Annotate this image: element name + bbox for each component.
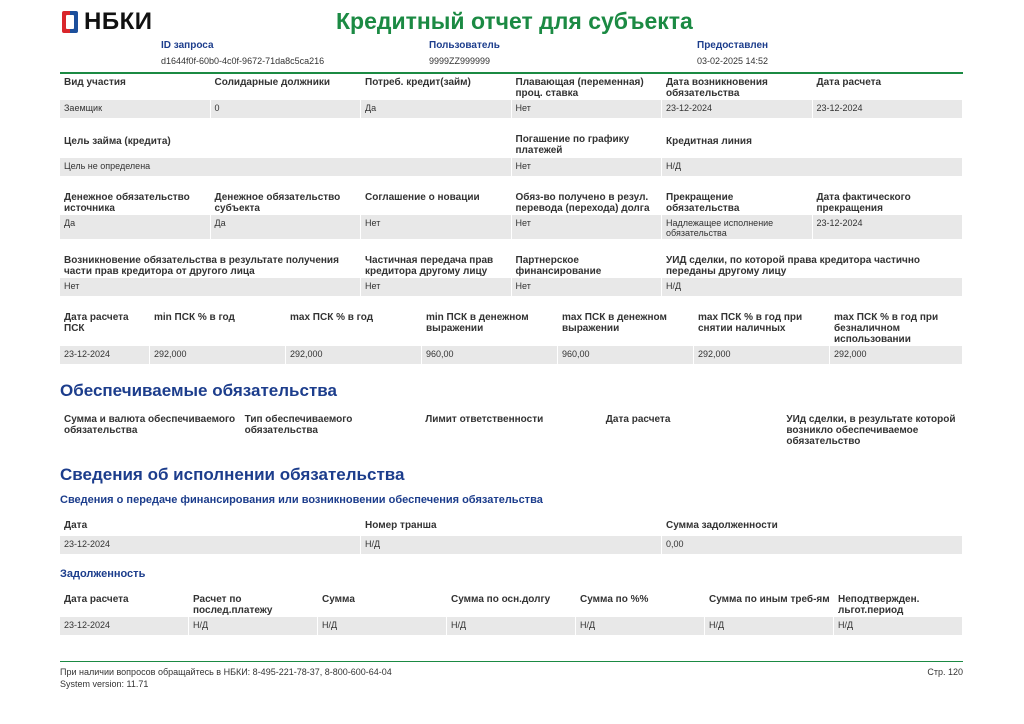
- table-header: max ПСК % в год: [290, 312, 374, 323]
- table-cell: Надлежащее исполнение обязательства: [662, 215, 813, 239]
- table-header: Дата: [64, 520, 88, 531]
- table-header: min ПСК в денежном выражении: [426, 312, 529, 334]
- rights-transfer-table: [60, 255, 963, 296]
- nbki-logo-icon: [62, 11, 78, 33]
- table-header: Потреб. кредит(займ): [365, 77, 471, 88]
- table-cell: 23-12-2024: [60, 346, 150, 364]
- table-header: УИд сделки, в результате которой возникло обеспечиваемое обязательство: [786, 414, 956, 447]
- table-header: Соглашение о новации: [365, 192, 480, 203]
- table-header: Неподтвержден. льгот.период: [838, 594, 920, 616]
- table-header: Дата расчета: [816, 77, 882, 88]
- table-cell: 23-12-2024: [813, 215, 964, 239]
- table-header: Частичная передача прав кредитора другому лицу: [365, 255, 494, 277]
- table-cell: Цель не определена: [60, 158, 512, 176]
- nbki-logo: [62, 10, 152, 34]
- table-header: Тип обеспечиваемого обязательства: [244, 414, 353, 436]
- table-cell: Нет: [512, 100, 663, 118]
- meta-value: d1644f0f-60b0-4c0f-9672-71da8c5ca216: [161, 56, 325, 66]
- table-cell: Н/Д: [576, 617, 705, 635]
- footer-contact: При наличии вопросов обращайтесь в НБКИ: 8-495-221-78-37, 8-800-600-64-04: [60, 667, 392, 677]
- table-cell: 23-12-2024: [60, 617, 189, 635]
- table-header: УИД сделки, по которой права кредитора частично переданы другому лицу: [666, 255, 921, 277]
- table-header: Дата фактического прекращения: [816, 192, 911, 214]
- table-cell: Нет: [361, 215, 512, 239]
- footer-divider: [60, 661, 963, 662]
- report-title: Кредитный отчет для субъекта: [336, 8, 693, 34]
- table-header: max ПСК % в год при снятии наличных: [698, 312, 803, 334]
- obligation-table: [60, 192, 963, 239]
- secured-obligations-table: [60, 414, 963, 450]
- meta-value: 03-02-2025 14:52: [697, 56, 769, 66]
- financing-table: [60, 520, 963, 554]
- meta-request-id: [161, 40, 324, 66]
- table-cell: Нет: [60, 278, 361, 296]
- logo-text: НБКИ: [84, 8, 153, 35]
- table-header: min ПСК % в год: [154, 312, 235, 323]
- table-cell: Нет: [512, 278, 663, 296]
- table-cell: Да: [361, 100, 512, 118]
- table-header: Погашение по графику платежей: [515, 134, 630, 156]
- table-header: max ПСК % в год при безналичном использовании: [834, 312, 939, 345]
- header-divider: [60, 72, 963, 74]
- meta-label: Пользователь: [429, 40, 500, 51]
- table-cell: 0,00: [662, 536, 963, 554]
- table-header: Солидарные должники: [214, 77, 331, 88]
- table-header: Дата расчета: [605, 414, 671, 425]
- table-header: Сумма по %%: [580, 594, 649, 605]
- table-cell: Н/Д: [834, 617, 963, 635]
- table-cell: 960,00: [422, 346, 558, 364]
- table-header: Дата расчета: [64, 594, 129, 605]
- meta-value: 9999ZZ999999: [429, 56, 491, 66]
- secured-obligations-title: Обеспечиваемые обязательства: [60, 381, 337, 400]
- table-header: Обяз-во получено в резул. перевода (перехода) долга: [515, 192, 650, 214]
- table-header: Денежное обязательство источника: [64, 192, 190, 214]
- table-cell: 23-12-2024: [60, 536, 361, 554]
- table-header: Номер транша: [365, 520, 437, 531]
- loan-purpose-table: [60, 134, 963, 176]
- table-cell: Н/Д: [189, 617, 318, 635]
- debt-subtitle: Задолженность: [60, 568, 146, 580]
- table-cell: Н/Д: [662, 158, 963, 176]
- table-header: Лимит ответственности: [425, 414, 544, 425]
- execution-info-title: Сведения об исполнении обязательства: [60, 465, 405, 484]
- table-header: Сумма и валюта обеспечиваемого обязательства: [64, 414, 236, 436]
- table-header: Дата расчета ПСК: [64, 312, 129, 334]
- table-cell: Да: [60, 215, 211, 239]
- table-header: Партнерское финансирование: [515, 255, 602, 277]
- table-cell: 292,000: [830, 346, 963, 364]
- table-cell: Нет: [361, 278, 512, 296]
- table-header: Денежное обязательство субъекта: [214, 192, 341, 214]
- table-header: max ПСК в денежном выражении: [562, 312, 667, 334]
- table-header: Возникновение обязательства в результате получения части прав кредитора от другого лица: [64, 255, 339, 277]
- table-cell: Н/Д: [447, 617, 576, 635]
- table-header: Дата возникновения обязательства: [666, 77, 768, 99]
- table-cell: 23-12-2024: [662, 100, 813, 118]
- table-cell: 23-12-2024: [813, 100, 964, 118]
- meta-label: Предоставлен: [697, 40, 769, 51]
- table-header: Вид участия: [64, 77, 126, 88]
- footer-version: System version: 11.71: [60, 679, 149, 689]
- page-number: Стр. 120: [927, 667, 963, 677]
- participation-table: [60, 77, 963, 118]
- meta-provided: [697, 40, 768, 66]
- table-cell: 0: [211, 100, 362, 118]
- debt-table: [60, 594, 963, 635]
- table-header: Сумма по иным треб-ям: [709, 594, 830, 605]
- table-cell: Нет: [512, 158, 663, 176]
- financing-subtitle: Сведения о передаче финансирования или возникновении обеспечения обязательства: [60, 494, 543, 506]
- table-header: Плавающая (переменная) проц. ставка: [515, 77, 644, 99]
- table-header: Цель займа (кредита): [64, 136, 171, 147]
- table-header: Кредитная линия: [666, 136, 752, 147]
- table-cell: Н/Д: [705, 617, 834, 635]
- table-header: Сумма: [322, 594, 355, 605]
- table-header: Расчет по послед.платежу: [193, 594, 273, 616]
- table-cell: Н/Д: [361, 536, 662, 554]
- table-cell: 960,00: [558, 346, 694, 364]
- table-cell: 292,000: [694, 346, 830, 364]
- meta-label: ID запроса: [161, 40, 214, 51]
- table-cell: Н/Д: [318, 617, 447, 635]
- table-header: Сумма по осн.долгу: [451, 594, 551, 605]
- table-header: Прекращение обязательства: [666, 192, 740, 214]
- table-header: Сумма задолженности: [666, 520, 778, 531]
- meta-user: [429, 40, 500, 66]
- table-cell: Заемщик: [60, 100, 211, 118]
- table-cell: Н/Д: [662, 278, 963, 296]
- psk-table: [60, 312, 963, 364]
- table-cell: 292,000: [150, 346, 286, 364]
- table-cell: Да: [211, 215, 362, 239]
- table-cell: 292,000: [286, 346, 422, 364]
- table-cell: Нет: [512, 215, 663, 239]
